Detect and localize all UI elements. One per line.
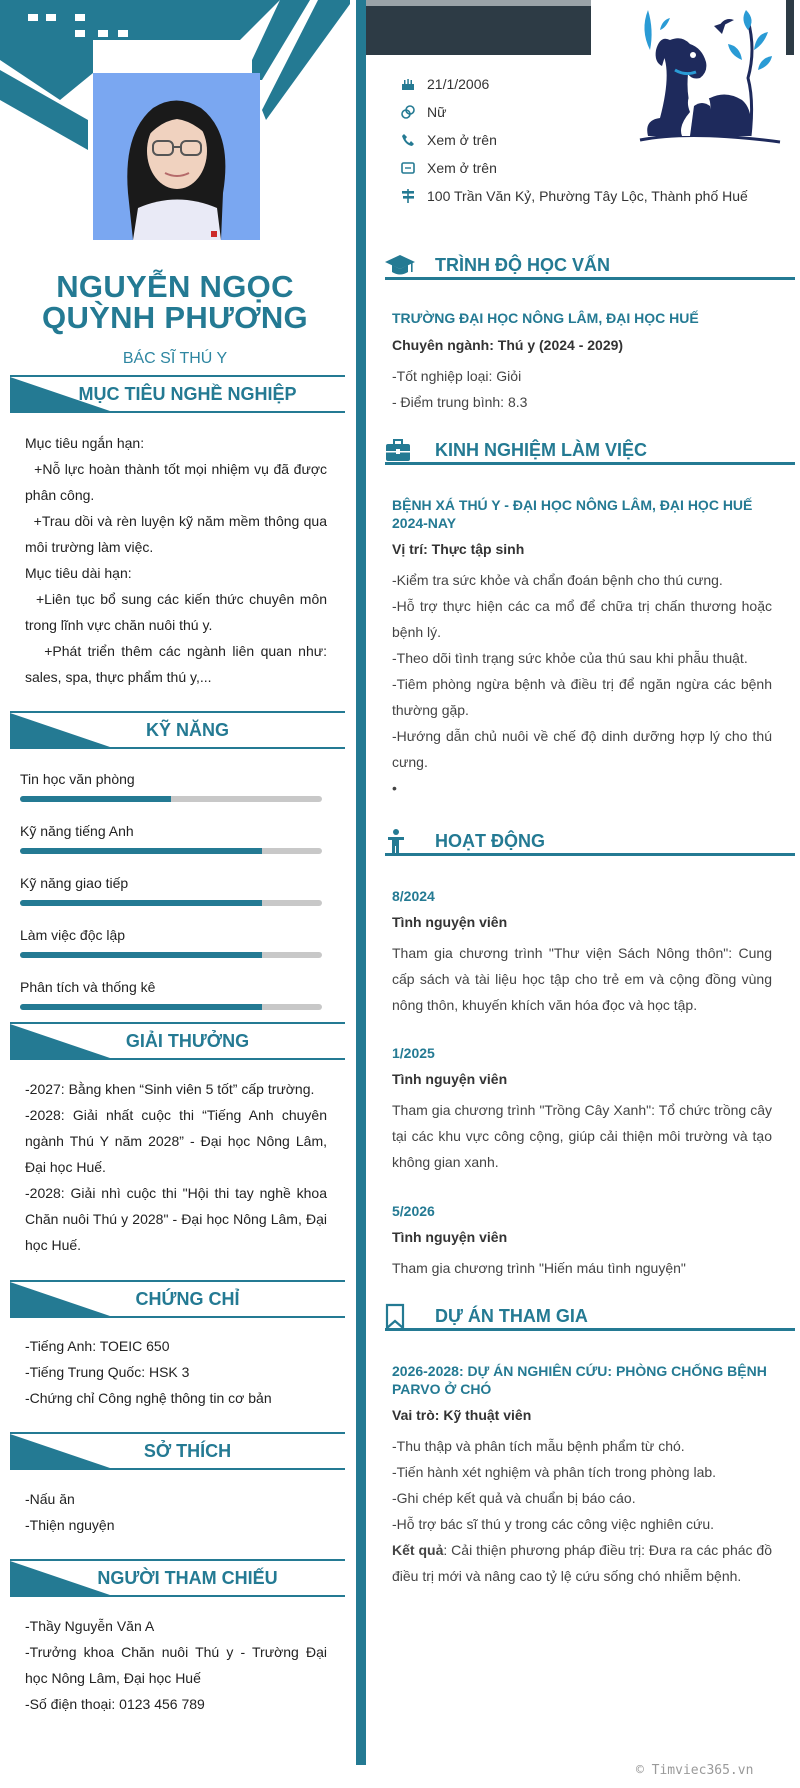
hobbies-heading <box>10 1432 345 1470</box>
activities-heading <box>385 828 795 856</box>
objective-line: +Trau dồi và rèn luyện kỹ năm mềm thông qua môi trường làm việc. <box>25 513 331 555</box>
project-line: -Hỗ trợ bác sĩ thú y trong các công việc nghiên cứu. <box>392 1516 715 1532</box>
education-heading <box>385 252 795 280</box>
certificates-heading <box>10 1280 345 1318</box>
skill-name: Kỹ năng giao tiếp <box>20 875 129 891</box>
project-line: -Tiến hành xét nghiệm và phân tích trong phòng lab. <box>392 1464 717 1480</box>
experience-line: • <box>392 780 397 796</box>
email-text: Xem ở trên <box>427 160 497 176</box>
birthday-text: 21/1/2006 <box>427 76 490 92</box>
full-name-line1: NGUYỄN NGỌC <box>56 269 294 304</box>
experience-line: -Hướng dẫn chủ nuôi về chế độ dinh dưỡng hợp lý cho thú cưng. <box>392 728 772 770</box>
objective-line: +Nỗ lực hoàn thành tốt mọi nhiệm vụ đã được phân công. <box>25 461 331 503</box>
skill-name: Làm việc độc lập <box>20 927 126 943</box>
phone-icon <box>400 132 416 148</box>
phone-text: Xem ở trên <box>427 132 497 148</box>
education-line: -Tốt nghiệp loại: Giỏi <box>392 368 522 384</box>
activity-title: Tình nguyện viên <box>392 1229 508 1245</box>
activity-date: 8/2024 <box>392 888 435 904</box>
awards-heading <box>10 1022 345 1060</box>
birthday-cake-icon <box>400 76 416 92</box>
objective-line: Mục tiêu dài hạn: <box>25 565 132 581</box>
education-details <box>392 363 772 415</box>
signpost-icon <box>400 188 416 204</box>
skill-name: Tin học văn phòng <box>20 771 135 787</box>
skill-bar <box>20 900 322 906</box>
skill-name: Phân tích và thống kê <box>20 979 156 995</box>
activity-title: Tình nguyện viên <box>392 914 508 930</box>
profile-photo <box>93 73 260 240</box>
activity-desc: Tham gia chương trình "Hiến máu tình nguyện" <box>392 1260 686 1276</box>
skill-name: Kỹ năng tiếng Anh <box>20 823 134 839</box>
left-column <box>0 0 350 1788</box>
reference-line: -Số điện thoại: 0123 456 789 <box>25 1696 205 1712</box>
skills-heading-text: KỸ NĂNG <box>145 720 229 740</box>
skill-bar <box>20 796 322 802</box>
skill-bar <box>20 848 322 854</box>
experience-line: -Hỗ trợ thực hiện các ca mổ để chữa trị chấn thương hoặc bệnh lý. <box>392 598 772 640</box>
project-role: Vai trò: Kỹ thuật viên <box>392 1407 532 1423</box>
column-divider <box>356 0 366 1765</box>
hobby-line: -Nấu ăn <box>25 1491 75 1507</box>
references-heading <box>10 1559 345 1597</box>
school-name: TRƯỜNG ĐẠI HỌC NÔNG LÂM, ĐẠI HỌC HUẾ <box>392 310 699 326</box>
awards-text <box>25 1076 327 1258</box>
skill-bar-fill <box>20 952 262 958</box>
activities-heading-text: HOẠT ĐỘNG <box>435 831 545 851</box>
objective-heading <box>10 375 345 413</box>
objective-heading-text: MỤC TIÊU NGHỀ NGHIỆP <box>78 384 297 404</box>
experience-line: -Theo dõi tình trạng sức khỏe của thú sau khi phẫu thuật. <box>392 650 748 666</box>
hobbies-heading-text: SỞ THÍCH <box>143 1441 232 1461</box>
reference-line: -Trưởng khoa Chăn nuôi Thú y - Trường Đại học Nông Lâm, Đại học Huế <box>25 1644 327 1686</box>
reference-line: -Thầy Nguyễn Văn A <box>25 1618 155 1634</box>
email-icon <box>400 160 416 176</box>
full-name-line2: QUỲNH PHƯƠNG <box>42 300 308 335</box>
skills-heading <box>10 711 345 749</box>
bookmark-icon <box>385 1303 415 1329</box>
award-line: -2027: Bằng khen “Sinh viên 5 tốt” cấp trường. <box>25 1081 315 1097</box>
projects-heading <box>385 1303 795 1331</box>
hobby-line: -Thiện nguyện <box>25 1517 115 1533</box>
person-icon <box>385 828 415 854</box>
projects-heading-text: DỰ ÁN THAM GIA <box>435 1306 588 1326</box>
certificate-line: -Chứng chỉ Công nghệ thông tin cơ bản <box>25 1390 272 1406</box>
experience-line: -Kiểm tra sức khỏe và chẩn đoán bệnh cho thú cưng. <box>392 572 723 588</box>
project-result-label: Kết quả <box>392 1542 444 1558</box>
experience-heading-text: KINH NGHIỆM LÀM VIỆC <box>435 440 648 460</box>
skill-bar <box>20 1004 322 1010</box>
certificate-line: -Tiếng Trung Quốc: HSK 3 <box>25 1364 190 1380</box>
activity-date: 1/2025 <box>392 1045 435 1061</box>
activity-desc: Tham gia chương trình "Trồng Cây Xanh": Tổ chức trồng cây tại các khu vực công cộng, giúp cải thiện môi trường và tạo không gian xanh. <box>392 1102 772 1170</box>
position-text: Vị trí: Thực tập sinh <box>392 541 525 557</box>
activity-desc: Tham gia chương trình "Thư viện Sách Nông thôn": Cung cấp sách và tài liệu học tập cho trẻ em và cộng đồng vùng nông thôn, khuyến khích văn hóa đọc và học tập. <box>392 945 772 1013</box>
project-result <box>392 1537 772 1589</box>
graduation-cap-icon <box>385 252 415 278</box>
company-name: BỆNH XÁ THÚ Y - ĐẠI HỌC NÔNG LÂM, ĐẠI HỌC HUẾ 2024-NAY <box>392 497 753 531</box>
skill-bar <box>20 952 322 958</box>
references-heading-text: NGƯỜI THAM CHIẾU <box>97 1568 278 1588</box>
top-bar <box>366 0 591 55</box>
objective-line: Mục tiêu ngắn hạn: <box>25 435 145 451</box>
education-heading-text: TRÌNH ĐỘ HỌC VẤN <box>435 255 610 275</box>
objective-text <box>25 430 331 690</box>
references-text <box>25 1613 327 1717</box>
briefcase-icon <box>385 437 415 463</box>
objective-line: +Phát triển thêm các ngành liên quan như: sales, spa, thực phẩm thú y,... <box>25 643 331 685</box>
major-text: Chuyên ngành: Thú y (2024 - 2029) <box>392 337 624 353</box>
activity-title: Tình nguyện viên <box>392 1071 508 1087</box>
certificates-heading-text: CHỨNG CHỈ <box>135 1289 240 1309</box>
job-title: BÁC SĨ THÚ Y <box>122 350 228 367</box>
watermark: © Timviec365.vn <box>636 1763 754 1778</box>
experience-heading <box>385 437 795 465</box>
skill-bar-fill <box>20 796 171 802</box>
top-bar-highlight <box>366 0 591 6</box>
project-line: -Thu thập và phân tích mẫu bệnh phẩm từ chó. <box>392 1438 685 1454</box>
experience-details <box>392 567 772 801</box>
education-line: - Điểm trung bình: 8.3 <box>392 394 528 410</box>
project-line: -Ghi chép kết quả và chuẩn bị báo cáo. <box>392 1490 636 1506</box>
project-result-text: : Cải thiện phương pháp điều trị: Đưa ra các phác đồ điều trị mới và nâng cao tỷ lệ cứu sống chó nhiễm bệnh. <box>392 1542 772 1584</box>
experience-line: -Tiêm phòng ngừa bệnh và điều trị để ngăn ngừa các bệnh thường gặp. <box>392 676 772 718</box>
award-line: -2028: Giải nhất cuộc thi “Tiếng Anh chuyên ngành Thú Y năm 2028” - Đại học Nông Lâm, Đại học Huế. <box>25 1107 327 1175</box>
project-details <box>392 1433 772 1589</box>
awards-heading-text: GIẢI THƯỞNG <box>125 1031 250 1051</box>
certificate-line: -Tiếng Anh: TOEIC 650 <box>25 1338 170 1354</box>
objective-line: +Liên tục bổ sung các kiến thức chuyên môn trong lĩnh vực chăn nuôi thú y. <box>25 591 331 633</box>
skill-bar-fill <box>20 848 262 854</box>
project-title: 2026-2028: DỰ ÁN NGHIÊN CỨU: PHÒNG CHỐNG BỆNH PARVO Ở CHÓ <box>392 1363 767 1397</box>
skill-bar-fill <box>20 900 262 906</box>
award-line: -2028: Giải nhì cuộc thi "Hội thi tay nghề khoa Chăn nuôi Thú y 2028" - Đại học Nông Lâm, Đại học Huế. <box>25 1185 327 1253</box>
certificates-text <box>25 1333 327 1411</box>
hobbies-text <box>25 1486 327 1538</box>
address-text: 100 Trần Văn Kỷ, Phường Tây Lộc, Thành phố Huế <box>427 188 748 204</box>
gender-icon <box>400 104 416 120</box>
activity-date: 5/2026 <box>392 1203 435 1219</box>
gender-text: Nữ <box>427 104 447 120</box>
skill-bar-fill <box>20 1004 262 1010</box>
